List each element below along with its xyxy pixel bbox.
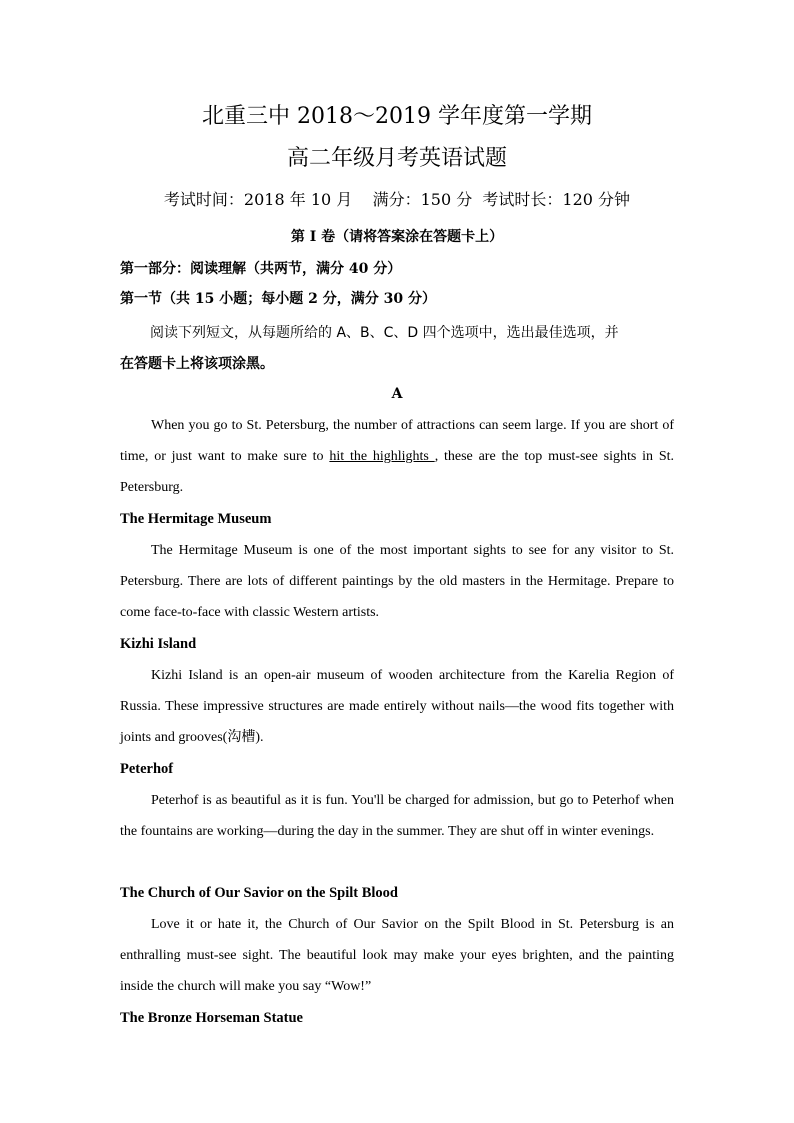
section-heading: 第一节（共 15 小题；每小题 2 分，满分 30 分） — [120, 291, 436, 307]
volume-heading: 第 I 卷（请将答案涂在答题卡上） — [290, 229, 504, 245]
paragraph-peterhof: Peterhof is as beautiful as it is fun. You'll be charged for admission, but go to Peterhof when the fountains are working—during the day in the summer. They are shut off in winter evenings. — [120, 793, 674, 840]
intro-text-after: , these are the top must-see sights in St. Petersburg. — [120, 449, 674, 496]
underlined-phrase: hit the highlights — [329, 449, 435, 465]
exam-info-line — [0, 186, 794, 214]
full-score: 满分：150 分 — [372, 190, 473, 209]
instructions-line1: 阅读下列短文，从每题所给的 A、B、C、D 四个选项中，选出最佳选项，并 — [150, 325, 619, 341]
exam-title: 北重三中 2018～2019 学年度第一学期 — [202, 104, 592, 129]
intro-paragraph — [120, 410, 674, 504]
exam-duration: 考试时长：120 分钟 — [482, 190, 631, 209]
part-heading: 第一部分：阅读理解（共两节，满分 40 分） — [120, 261, 402, 277]
exam-time: 考试时间：2018 年 10 月 — [163, 190, 353, 209]
instructions — [120, 318, 674, 380]
section-title-hermitage: The Hermitage Museum — [120, 511, 272, 527]
passage-label: A — [391, 386, 403, 402]
section-title-bronze-horseman: The Bronze Horseman Statue — [120, 1010, 303, 1026]
intro-text-before: When you go to St. Petersburg, the number of attractions can seem large. If you are short of time, or just want to make sure to — [120, 418, 674, 465]
section-title-church: The Church of Our Savior on the Spilt Blood — [120, 885, 398, 901]
exam-subtitle: 高二年级月考英语试题 — [286, 146, 507, 171]
paragraph-kizhi: Kizhi Island is an open-air museum of wooden architecture from the Karelia Region of Russia. These impressive structures are made entirely without nails—the wood fits together with joints and grooves(沟槽). — [120, 668, 674, 746]
instructions-line2: 在答题卡上将该项涂黑。 — [120, 356, 274, 372]
paragraph-church: Love it or hate it, the Church of Our Savior on the Spilt Blood in St. Petersburg is an enthralling must-see sight. The beautiful look may make your eyes brighten, and the painting inside the church will make you say “Wow!” — [120, 917, 674, 995]
section-title-kizhi: Kizhi Island — [120, 636, 197, 652]
section-title-peterhof: Peterhof — [120, 761, 174, 777]
paragraph-hermitage: The Hermitage Museum is one of the most important sights to see for any visitor to St. Petersburg. There are lots of different paintings by the old masters in the Hermitage. Prepare to come face-to-face with classic Western artists. — [120, 543, 674, 621]
